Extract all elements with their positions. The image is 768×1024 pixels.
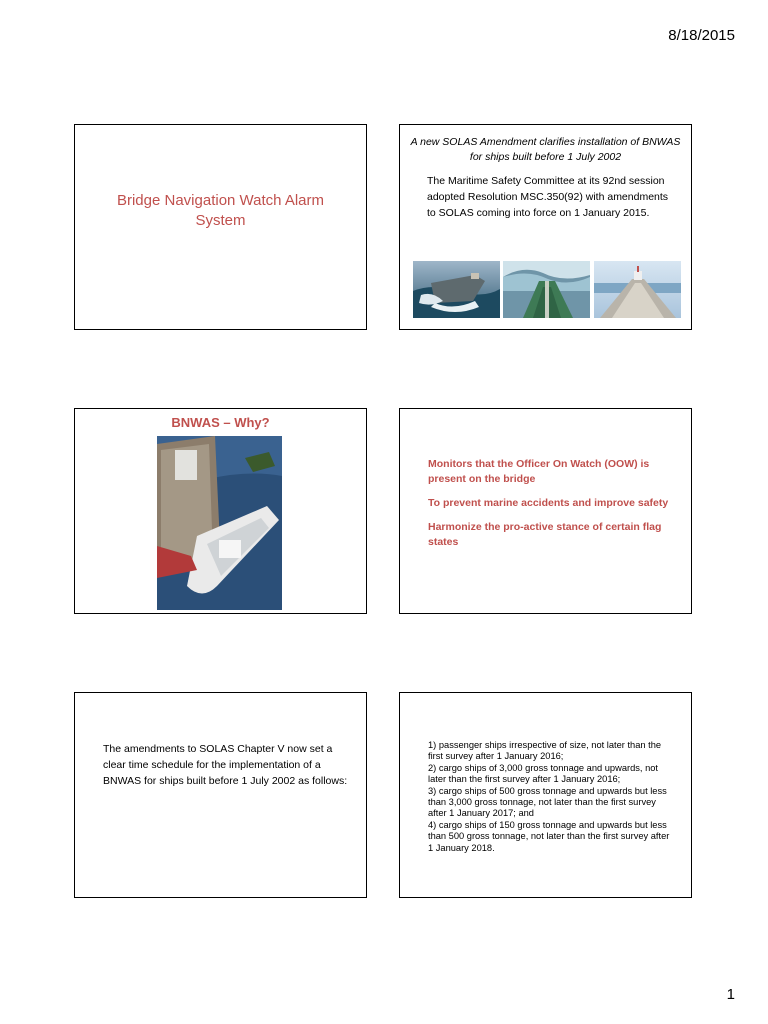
slide-schedule-list [399,692,692,898]
bullet-item: Monitors that the Officer On Watch (OOW) is present on the bridge [428,458,650,485]
ship-photo-deck-wave [503,261,590,318]
bullet-list [428,457,677,559]
slide-time-schedule [74,692,367,898]
slide-body: The amendments to SOLAS Chapter V now set a clear time schedule for the implementation of a BNWAS for ships built before 1 July 2002 as follows: [103,743,348,787]
ship-photo-tanker-deck [594,261,681,318]
slide-purpose [399,408,692,614]
list-item: 2) cargo ships of 3,000 gross tonnage and upwards, not later than the first survey after 1 January 2016; [428,762,658,785]
slide-title-text: Bridge Navigation Watch Alarm System [116,192,325,229]
ship-photos [413,261,681,318]
slide-header: A new SOLAS Amendment clarifies installation of BNWAS for ships built before 1 July 2002 [410,136,681,163]
page-date: 8/18/2015 [668,27,735,44]
slide-title [74,124,367,330]
ship-photo-bow-wave [413,261,500,318]
list-item: 3) cargo ships of 500 gross tonnage and upwards but less than 3,000 gross tonnage, not later than the first survey after 1 January 2017; and [428,785,667,819]
bullet-item: To prevent marine accidents and improve safety [428,497,669,509]
ship-collision-photo [157,436,282,610]
list-item: 4) cargo ships of 150 gross tonnage and upwards but less than 500 gross tonnage, not later than the first survey after 1 January 2018. [428,819,670,853]
schedule-list [428,740,673,854]
slide-bnwas-why [74,408,367,614]
slide-solas-amendment [399,124,692,330]
list-item: 1) passenger ships irrespective of size, not later than the first survey after 1 January 2016; [428,740,662,762]
bullet-item: Harmonize the pro-active stance of certain flag states [428,521,662,548]
page-number: 1 [726,986,735,1003]
slide-title-text: BNWAS – Why? [171,415,270,430]
slide-body: The Maritime Safety Committee at its 92nd session adopted Resolution MSC.350(92) with amendments to SOLAS coming into force on 1 January 2015. [427,175,669,219]
